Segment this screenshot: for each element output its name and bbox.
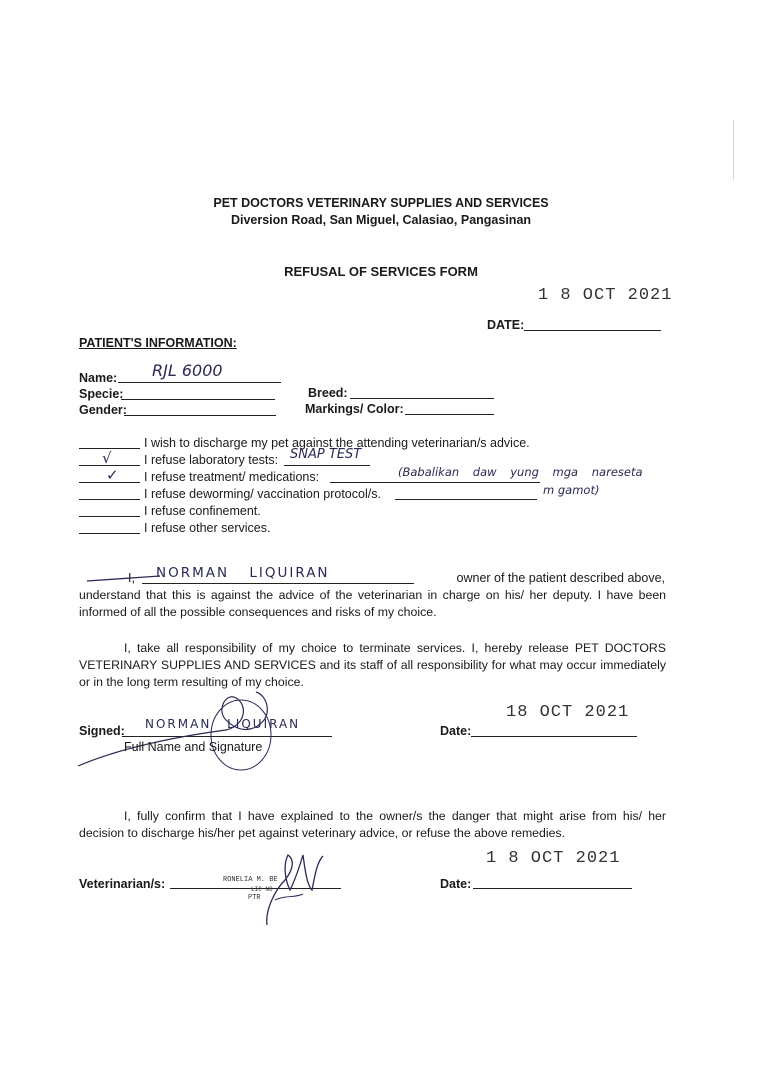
refusal-text-1: I wish to discharge my pet against the attending veterinarian/s advice. [144, 436, 530, 450]
signed-date-field[interactable] [471, 736, 637, 737]
markings-field[interactable] [405, 414, 494, 415]
refusal-text-5: I refuse confinement. [144, 504, 261, 518]
specie-field[interactable] [121, 399, 275, 400]
signed-label: Signed: [79, 724, 125, 738]
lab-test-field[interactable] [284, 465, 370, 466]
refusal-text-6: I refuse other services. [144, 521, 271, 535]
vet-lic-stamp: LIC NO [251, 886, 273, 893]
signed-date-label: Date: [440, 724, 472, 738]
confirmation-text: I, fully confirm that I have explained to the owner/s the danger that might arise from his/ her decision to discharge his/her pet against veterinary advice, or refuse the above remedies. [79, 809, 666, 840]
patient-section-title: PATIENT'S INFORMATION: [79, 336, 237, 350]
vet-date-field[interactable] [473, 888, 632, 889]
scan-edge [733, 120, 734, 180]
refusal-blank-6[interactable] [79, 533, 140, 534]
name-field[interactable] [118, 382, 281, 383]
vet-date-stamp: 1 8 OCT 2021 [486, 849, 621, 868]
medication-handwritten-2: m gamot) [543, 483, 600, 497]
gender-label: Gender: [79, 403, 127, 417]
breed-label: Breed: [308, 386, 348, 400]
vet-signature-scribble [255, 850, 335, 930]
refusal-text-2: I refuse laboratory tests: [144, 453, 279, 467]
vet-ptr-stamp: PTR [248, 894, 261, 902]
top-date-stamp: 1 8 OCT 2021 [538, 286, 673, 305]
veterinarian-label: Veterinarian/s: [79, 877, 166, 891]
top-date-label: DATE: [487, 318, 525, 332]
refusal-text-4: I refuse deworming/ vaccination protocol/s. [144, 487, 381, 501]
top-date-line[interactable] [524, 330, 661, 331]
lab-test-handwritten: SNAP TEST [290, 447, 362, 462]
owner-statement-text: understand that this is against the advice of the veterinarian in charge on his/ her deputy. I have been informed of all the possible consequences and risks of my choice. [79, 588, 666, 619]
owner-line1-rest: owner of the patient described above, [456, 571, 665, 585]
specie-label: Specie: [79, 387, 124, 401]
medication-field[interactable] [330, 482, 540, 483]
vet-date-label: Date: [440, 877, 472, 891]
owner-signature-name: NORMAN LIQUIRAN [145, 717, 301, 731]
clinic-address: Diversion Road, San Miguel, Calasiao, Pangasinan [230, 213, 532, 227]
signed-date-stamp: 18 OCT 2021 [506, 703, 630, 722]
check-mark-3: ✓ [106, 466, 119, 484]
check-mark-2: √ [102, 449, 112, 467]
deworming-field[interactable] [395, 499, 537, 500]
medication-handwritten: (Babalikan daw yung mga nareseta [398, 465, 643, 479]
owner-name-handwritten: NORMAN LIQUIRAN [156, 565, 330, 581]
gender-field[interactable] [124, 415, 276, 416]
refusal-blank-5[interactable] [79, 516, 140, 517]
refusal-blank-4[interactable] [79, 499, 140, 500]
signature-caption: Full Name and Signature [124, 740, 263, 754]
name-handwritten: RJL 6000 [152, 361, 223, 380]
markings-label: Markings/ Color: [305, 402, 404, 416]
breed-field[interactable] [350, 398, 494, 399]
clinic-name: PET DOCTORS VETERINARY SUPPLIES AND SERVICES [213, 196, 549, 210]
name-label: Name: [79, 371, 118, 385]
owner-name-field[interactable] [142, 583, 414, 584]
responsibility-text: I, take all responsibility of my choice to terminate services. I, hereby release PET DOCTORS VETERINARY SUPPLIES AND SERVICES and its staff of all responsibility for what may occur immediately or in the long term resulting of my choice. [79, 641, 666, 689]
vet-name-stamp: RONELIA M. BE [223, 876, 278, 884]
form-title: REFUSAL OF SERVICES FORM [284, 264, 478, 279]
owner-prefix: I, [128, 571, 135, 585]
owner-signature-scribble [76, 680, 306, 775]
refusal-text-3: I refuse treatment/ medications: [144, 470, 320, 484]
